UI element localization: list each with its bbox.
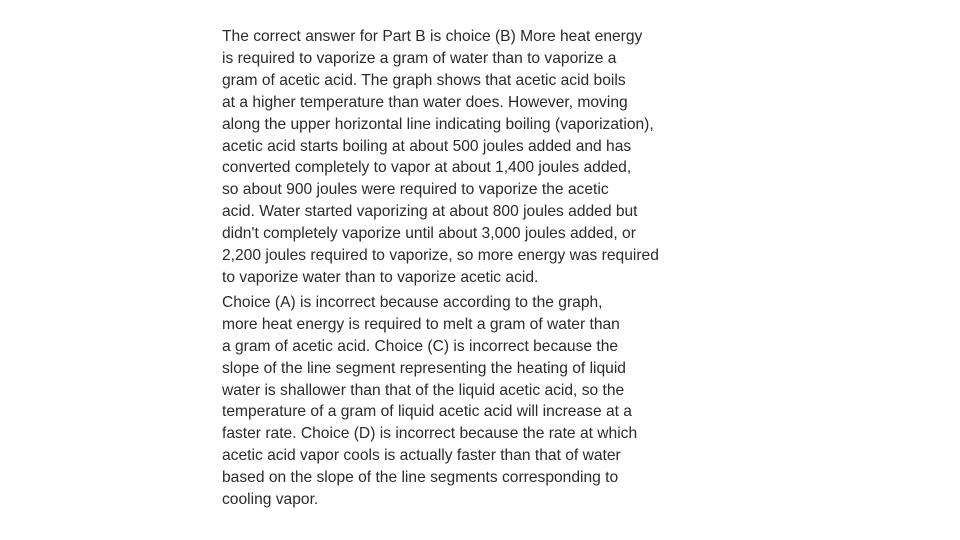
text-line: gram of acetic acid. The graph shows that acetic acid boils <box>222 71 626 89</box>
text-line: 2,200 joules required to vaporize, so more energy was required <box>222 247 659 265</box>
text-line: acetic acid vapor cools is actually faster than that of water <box>222 447 621 465</box>
text-line: acetic acid starts boiling at about 500 joules added and has <box>222 137 632 155</box>
text-line: faster rate. Choice (D) is incorrect because the rate at which <box>222 425 638 443</box>
text-line: Choice (A) is incorrect because according to the graph, <box>222 293 603 311</box>
text-line: cooling vapor. <box>222 491 319 509</box>
text-line: along the upper horizontal line indicating boiling (vaporization), <box>222 115 654 133</box>
text-line: a gram of acetic acid. Choice (C) is incorrect because the <box>222 337 619 355</box>
text-line: is required to vaporize a gram of water than to vaporize a <box>222 49 617 67</box>
text-line: temperature of a gram of liquid acetic acid will increase at a <box>222 403 632 421</box>
explanation-text <box>222 26 742 511</box>
text-line: converted completely to vapor at about 1,400 joules added, <box>222 159 632 177</box>
text-line: didn't completely vaporize until about 3,000 joules added, or <box>222 225 636 243</box>
incorrect-choices-paragraph <box>222 292 742 511</box>
text-line: based on the slope of the line segments corresponding to <box>222 469 619 487</box>
text-line: water is shallower than that of the liquid acetic acid, so the <box>222 381 625 399</box>
text-line: acid. Water started vaporizing at about 800 joules added but <box>222 203 638 221</box>
text-line: to vaporize water than to vaporize acetic acid. <box>222 268 539 286</box>
text-line: slope of the line segment representing the heating of liquid <box>222 359 626 377</box>
answer-explanation-paragraph <box>222 26 742 289</box>
text-line: The correct answer for Part B is choice (B) More heat energy <box>222 28 643 45</box>
text-line: more heat energy is required to melt a gram of water than <box>222 315 620 333</box>
text-line: so about 900 joules were required to vaporize the acetic <box>222 181 609 199</box>
text-line: at a higher temperature than water does. However, moving <box>222 93 628 111</box>
